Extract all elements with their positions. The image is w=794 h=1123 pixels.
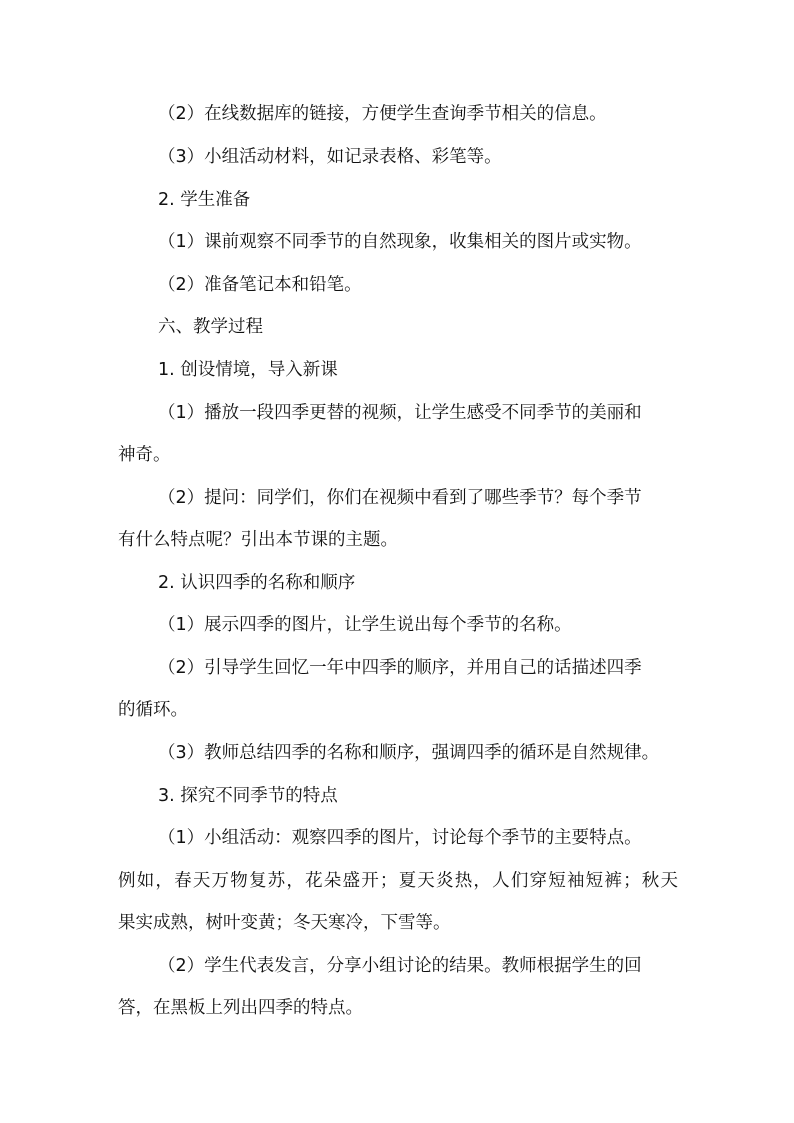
- text-line: 的循环。: [118, 700, 188, 720]
- subheading: 2. 认识四季的名称和顺序: [158, 573, 356, 593]
- text-line: 例如，春天万物复苏，花朵盛开；夏天炎热，人们穿短袖短裤；秋天: [118, 871, 678, 891]
- text-line: （3）教师总结四季的名称和顺序，强调四季的循环是自然规律。: [158, 743, 660, 763]
- text-line: （2）学生代表发言，分享小组讨论的结果。教师根据学生的回: [158, 956, 642, 976]
- text-line: 答，在黑板上列出四季的特点。: [118, 998, 363, 1018]
- text-line: （1）展示四季的图片，让学生说出每个季节的名称。: [158, 615, 572, 635]
- text-line: （3）小组活动材料，如记录表格、彩笔等。: [158, 147, 502, 167]
- text-line: （1）课前观察不同季节的自然现象，收集相关的图片或实物。: [158, 232, 642, 252]
- text-line: （1）小组活动：观察四季的图片，讨论每个季节的主要特点。: [158, 828, 642, 848]
- subheading: 1. 创设情境，导入新课: [158, 360, 338, 380]
- text-line: 果实成熟，树叶变黄；冬天寒冷，下雪等。: [118, 913, 451, 933]
- text-line: （2）准备笔记本和铅笔。: [158, 275, 362, 295]
- text-line: 神奇。: [118, 445, 171, 465]
- text-line: （1）播放一段四季更替的视频，让学生感受不同季节的美丽和: [158, 403, 642, 423]
- text-line: （2）引导学生回忆一年中四季的顺序，并用自己的话描述四季: [158, 658, 642, 678]
- text-line: 2. 学生准备: [158, 190, 251, 210]
- text-line: （2）提问：同学们，你们在视频中看到了哪些季节？每个季节: [158, 488, 642, 508]
- section-heading: 六、教学过程: [158, 317, 263, 337]
- text-line: （2）在线数据库的链接，方便学生查询季节相关的信息。: [158, 104, 607, 124]
- text-line: 有什么特点呢？引出本节课的主题。: [118, 530, 398, 550]
- subheading: 3. 探究不同季节的特点: [158, 786, 338, 806]
